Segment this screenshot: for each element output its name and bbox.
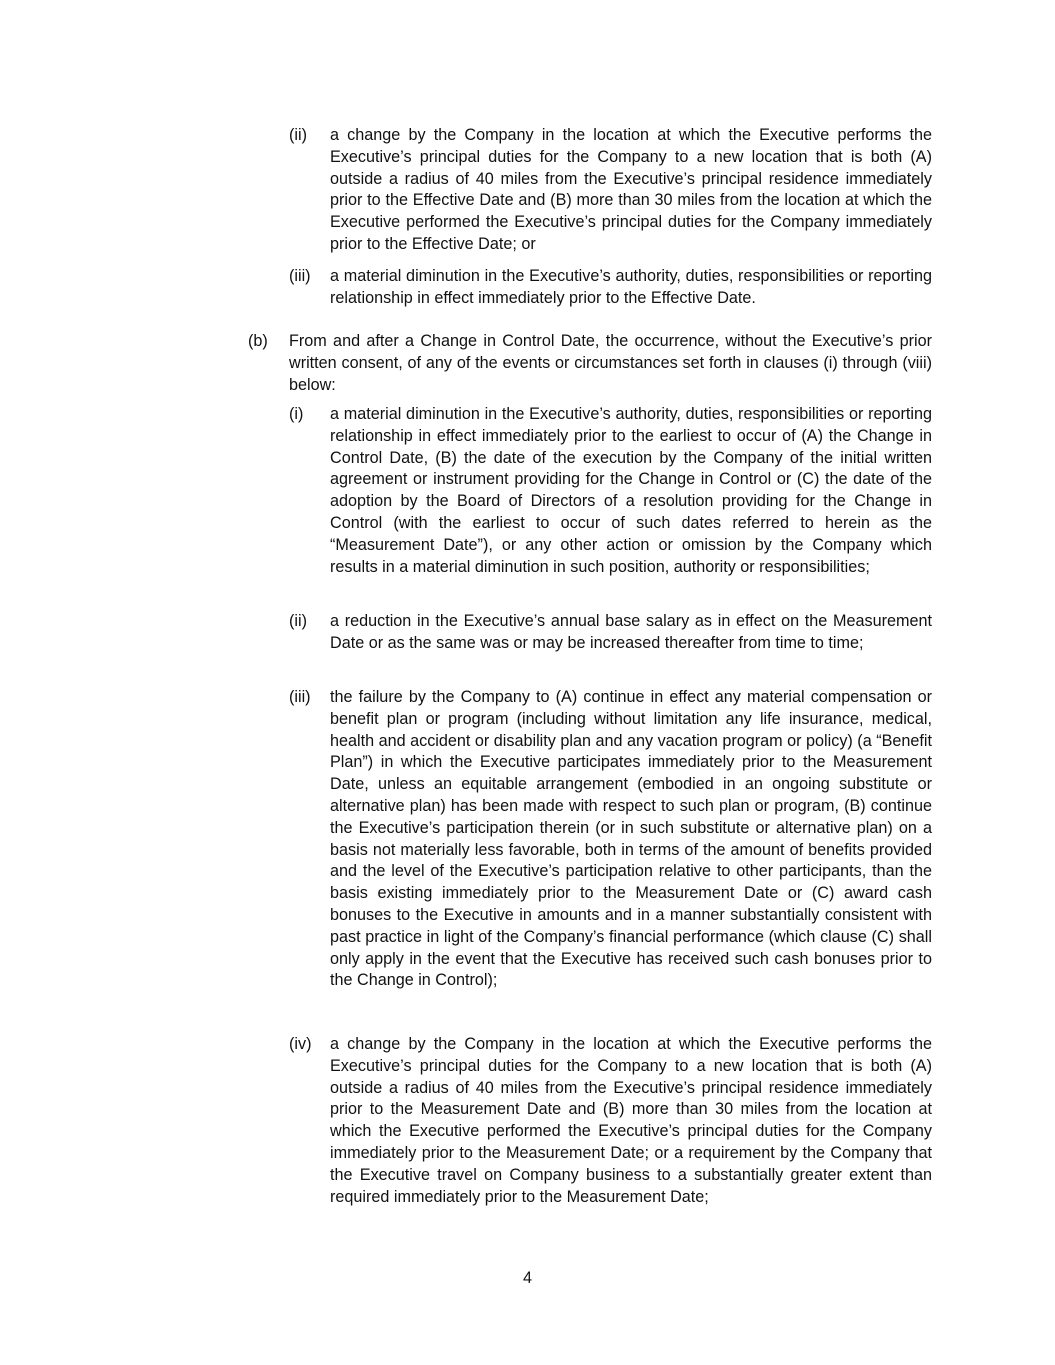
clause-ii-effective-date [289,125,932,256]
clause-marker: (ii) [289,612,307,630]
clause-marker: (iii) [289,688,311,706]
section-b-clause-i [289,404,932,578]
clause-marker: (ii) [289,126,307,144]
section-b-clause-iv [289,1034,932,1208]
clause-text: a material diminution in the Executive’s authority, duties, responsibilities or reporting relationship in effect immediately prior to the Effective Date. [330,267,932,307]
page-number: 4 [522,1269,532,1287]
clause-text: a change by the Company in the location at which the Executive performs the Executive’s principal duties for the Company to a new location that is both (A) outside a radius of 40 miles from the Executive’s principal residence immediately prior to the Effective Date and (B) more than 30 miles from the location at which the Executive performed the Executive’s principal duties for the Company immediately prior to the Effective Date; or [330,126,932,253]
clause-text: a material diminution in the Executive’s authority, duties, responsibilities or reporting relationship in effect immediately prior to the earliest to occur of (A) the Change in Control Date, (B) the date of the execution by the Company of the initial written agreement or instrument providing for the Change in Control or (C) the date of the adoption by the Board of Directors of a resolution providing for the Change in Control (with the earliest to occur of such dates referred to herein as the “Measurement Date”), or any other action or omission by the Company which results in a material diminution in such position, authority or responsibilities; [330,405,932,576]
section-marker: (b) [248,332,268,350]
clause-iii-effective-date [289,266,932,310]
clause-marker: (iv) [289,1035,312,1053]
clause-marker: (iii) [289,267,311,285]
clause-text: a change by the Company in the location at which the Executive performs the Executive’s principal duties for the Company to a new location that is both (A) outside a radius of 40 miles from the Executive’s principal residence immediately prior to the Measurement Date and (B) more than 30 miles from the location at which the Executive performed the Executive’s principal duties for the Company immediately prior to the Measurement Date; or a requirement by the Company that the Executive travel on Company business to a substantially greater extent than required immediately prior to the Measurement Date; [330,1035,932,1206]
clause-text: the failure by the Company to (A) continue in effect any material compensation or benefit plan or program (including without limitation any life insurance, medical, health and accident or disability plan and any vacation program or policy) (a “Benefit Plan”) in which the Executive participates immediately prior to the Measurement Date, unless an equitable arrangement (embodied in an ongoing substitute or alternative plan) has been made with respect to such plan or program, (B) continue the Executive’s participation therein (or in such substitute or alternative plan) on a basis not materially less favorable, both in terms of the amount of benefits provided and the level of the Executive’s participation relative to other participants, than the basis existing immediately prior to the Measurement Date or (C) award cash bonuses to the Executive in amounts and in a manner substantially consistent with past practice in light of the Company’s financial performance (which clause (C) shall only apply in the event that the Executive has received such cash bonuses prior to the Change in Control); [330,688,932,990]
clause-text: a reduction in the Executive’s annual base salary as in effect on the Measurement Date or as the same was or may be increased thereafter from time to time; [330,612,932,652]
section-text: From and after a Change in Control Date, the occurrence, without the Executive’s prior written consent, of any of the events or circumstances set forth in clauses (i) through (viii) below: [289,332,932,394]
section-b-clause-iii [289,687,932,992]
section-b [248,331,932,396]
clause-marker: (i) [289,405,304,423]
section-b-clause-ii [289,611,932,655]
